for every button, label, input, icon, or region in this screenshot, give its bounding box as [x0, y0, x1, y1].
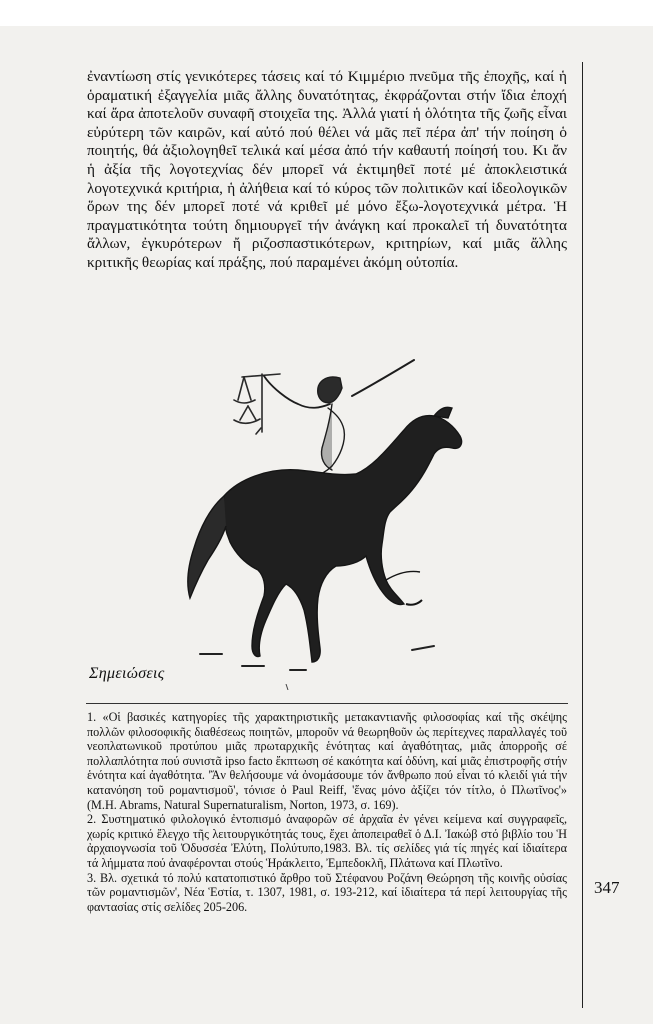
pen-mark [285, 684, 289, 690]
footnote-2: 2. Συστηματικό φιλολογικό ἐντοπισμό ἀναφορῶν σέ ἀρχαῖα ἐν γένει κείμενα καί συγγραφεῖς, χωρίς κριτικό ἔλεγχο τῆς λειτουργικότητάς τους, ἔχει ἀποπειραθεῖ ὁ Δ.Ι. Ἰακώβ στό βιβλίο του Ἡ ἀρχαιογνωσία τοῦ Ὀδυσσέα Ἐλύτη, Πολύτυπο,1983. Βλ. τίς σελίδες γιά τίς πηγές καί ἰδιαίτερα τά λήμματα πού ἀναφέρονται στούς Ἡράκλειτο, Ἐμπεδοκλῆ, Πλάτωνα καί Πλωτῖνο. [87, 812, 567, 870]
notes-heading: Σημειώσεις [89, 665, 165, 682]
footnote-1: 1. «Οἱ βασικές κατηγορίες τῆς χαρακτηριστικῆς μετακαντιανῆς φιλοσοφίας καί τῆς σκέψης πολλῶν φιλοσοφικῆς διαθέσεως ποιητῶν, μποροῦν νά θεωρηθοῦν ὡς περίτεχνες παραλλαγές τοῦ νεοπλατωνικοῦ προτύπου μιᾶς πρωταρχικῆς ἑνότητας καί ἀγαθότητας, μιᾶς ἀπορροῆς σέ πολλαπλότητα πού συνιστᾶ ipso facto ἔκπτωση σέ κακότητα καί ὀδύνη, καί μιᾶς ἐπιστροφῆς στήν ἑνότητα καί ἀγαθότητα. 'Ἄν θελήσουμε νά ὀνομάσουμε τόν ἄνθρωπο πού εἶναι τό κλειδί γιά τήν κατανόηση τοῦ ρομαντισμοῦ', τόνισε ὁ Paul Reiff, 'ἕνας μόνο ἀξίζει τόν τίτλο, ὁ Πλωτῖνος'» (M.H. Abrams, Natural Supernaturalism, Norton, 1973, σ. 169). [87, 710, 567, 812]
footnote-3: 3. Βλ. σχετικά τό πολύ κατατοπιστικό ἄρθρο τοῦ Στέφανου Ροζάνη Θεώρηση τῆς κοινῆς οὐσίας τῶν ρομαντισμῶν', Νέα Ἑστία, τ. 1307, 1981, σ. 193-212, καί ἰδιαίτερα τά περί λειτουργίας τῆς φαντασίας στίς σελίδες 205-206. [87, 870, 567, 914]
top-margin [0, 0, 653, 26]
footnotes [87, 710, 567, 914]
page-number: 347 [594, 878, 620, 897]
margin-rule [582, 62, 583, 1008]
horse-rider-illustration [160, 348, 495, 686]
body-text [87, 68, 567, 273]
body-paragraph: ἐναντίωση στίς γενικότερες τάσεις καί τό Κιμμέριο πνεῦμα τῆς ἐποχῆς, καί ἡ ὁραματική ἐξαγγελία μιᾶς ἄλλης δυνατότητας, ἐκφράζονται στήν ἴδια ἐποχή καί ἄρα ἀποτελοῦν συναφῆ στοιχεῖα της. Ἀλλά γιατί ἡ ὁλότητα τῆς ζωῆς εἶναι εὐρύτερη τῶν καιρῶν, καί αὐτό πού θέλει νά μᾶς πεῖ πέρα ἀπ' τήν ποίηση ὁ ποιητής, θά ἀξιολογηθεῖ τελικά καί μέσα ἀπό τήν καθαυτή ποίησή του. Κι ἄν ἡ ἀξία τῆς λογοτεχνίας δέν μπορεῖ νά ἐκτιμηθεῖ ποτέ μέ ἀποκλειστικά λογοτεχνικά κριτήρια, ἡ ἀλήθεια καί τό κύρος τῶν πολιτικῶν καί ἰδεολογικῶν ὅρων της δέν μπορεῖ ποτέ νά κριθεῖ μέ μόνο ἔξω-λογοτεχνικά μέτρα. Ἡ πραγματικότητα τούτη δημιουργεῖ τήν ἀνάγκη καί προκαλεῖ τή δυνατότητα ἄλλων, ἐγκυρότερων ἤ ριζοσπαστικότερων, κριτηρίων, καί μιᾶς ἄλλης κριτικῆς θεωρίας καί πράξης, πού παραμένει ἀκόμη οὐτοπία. [87, 68, 567, 271]
notes-divider [86, 703, 568, 704]
scales-icon [234, 374, 280, 434]
